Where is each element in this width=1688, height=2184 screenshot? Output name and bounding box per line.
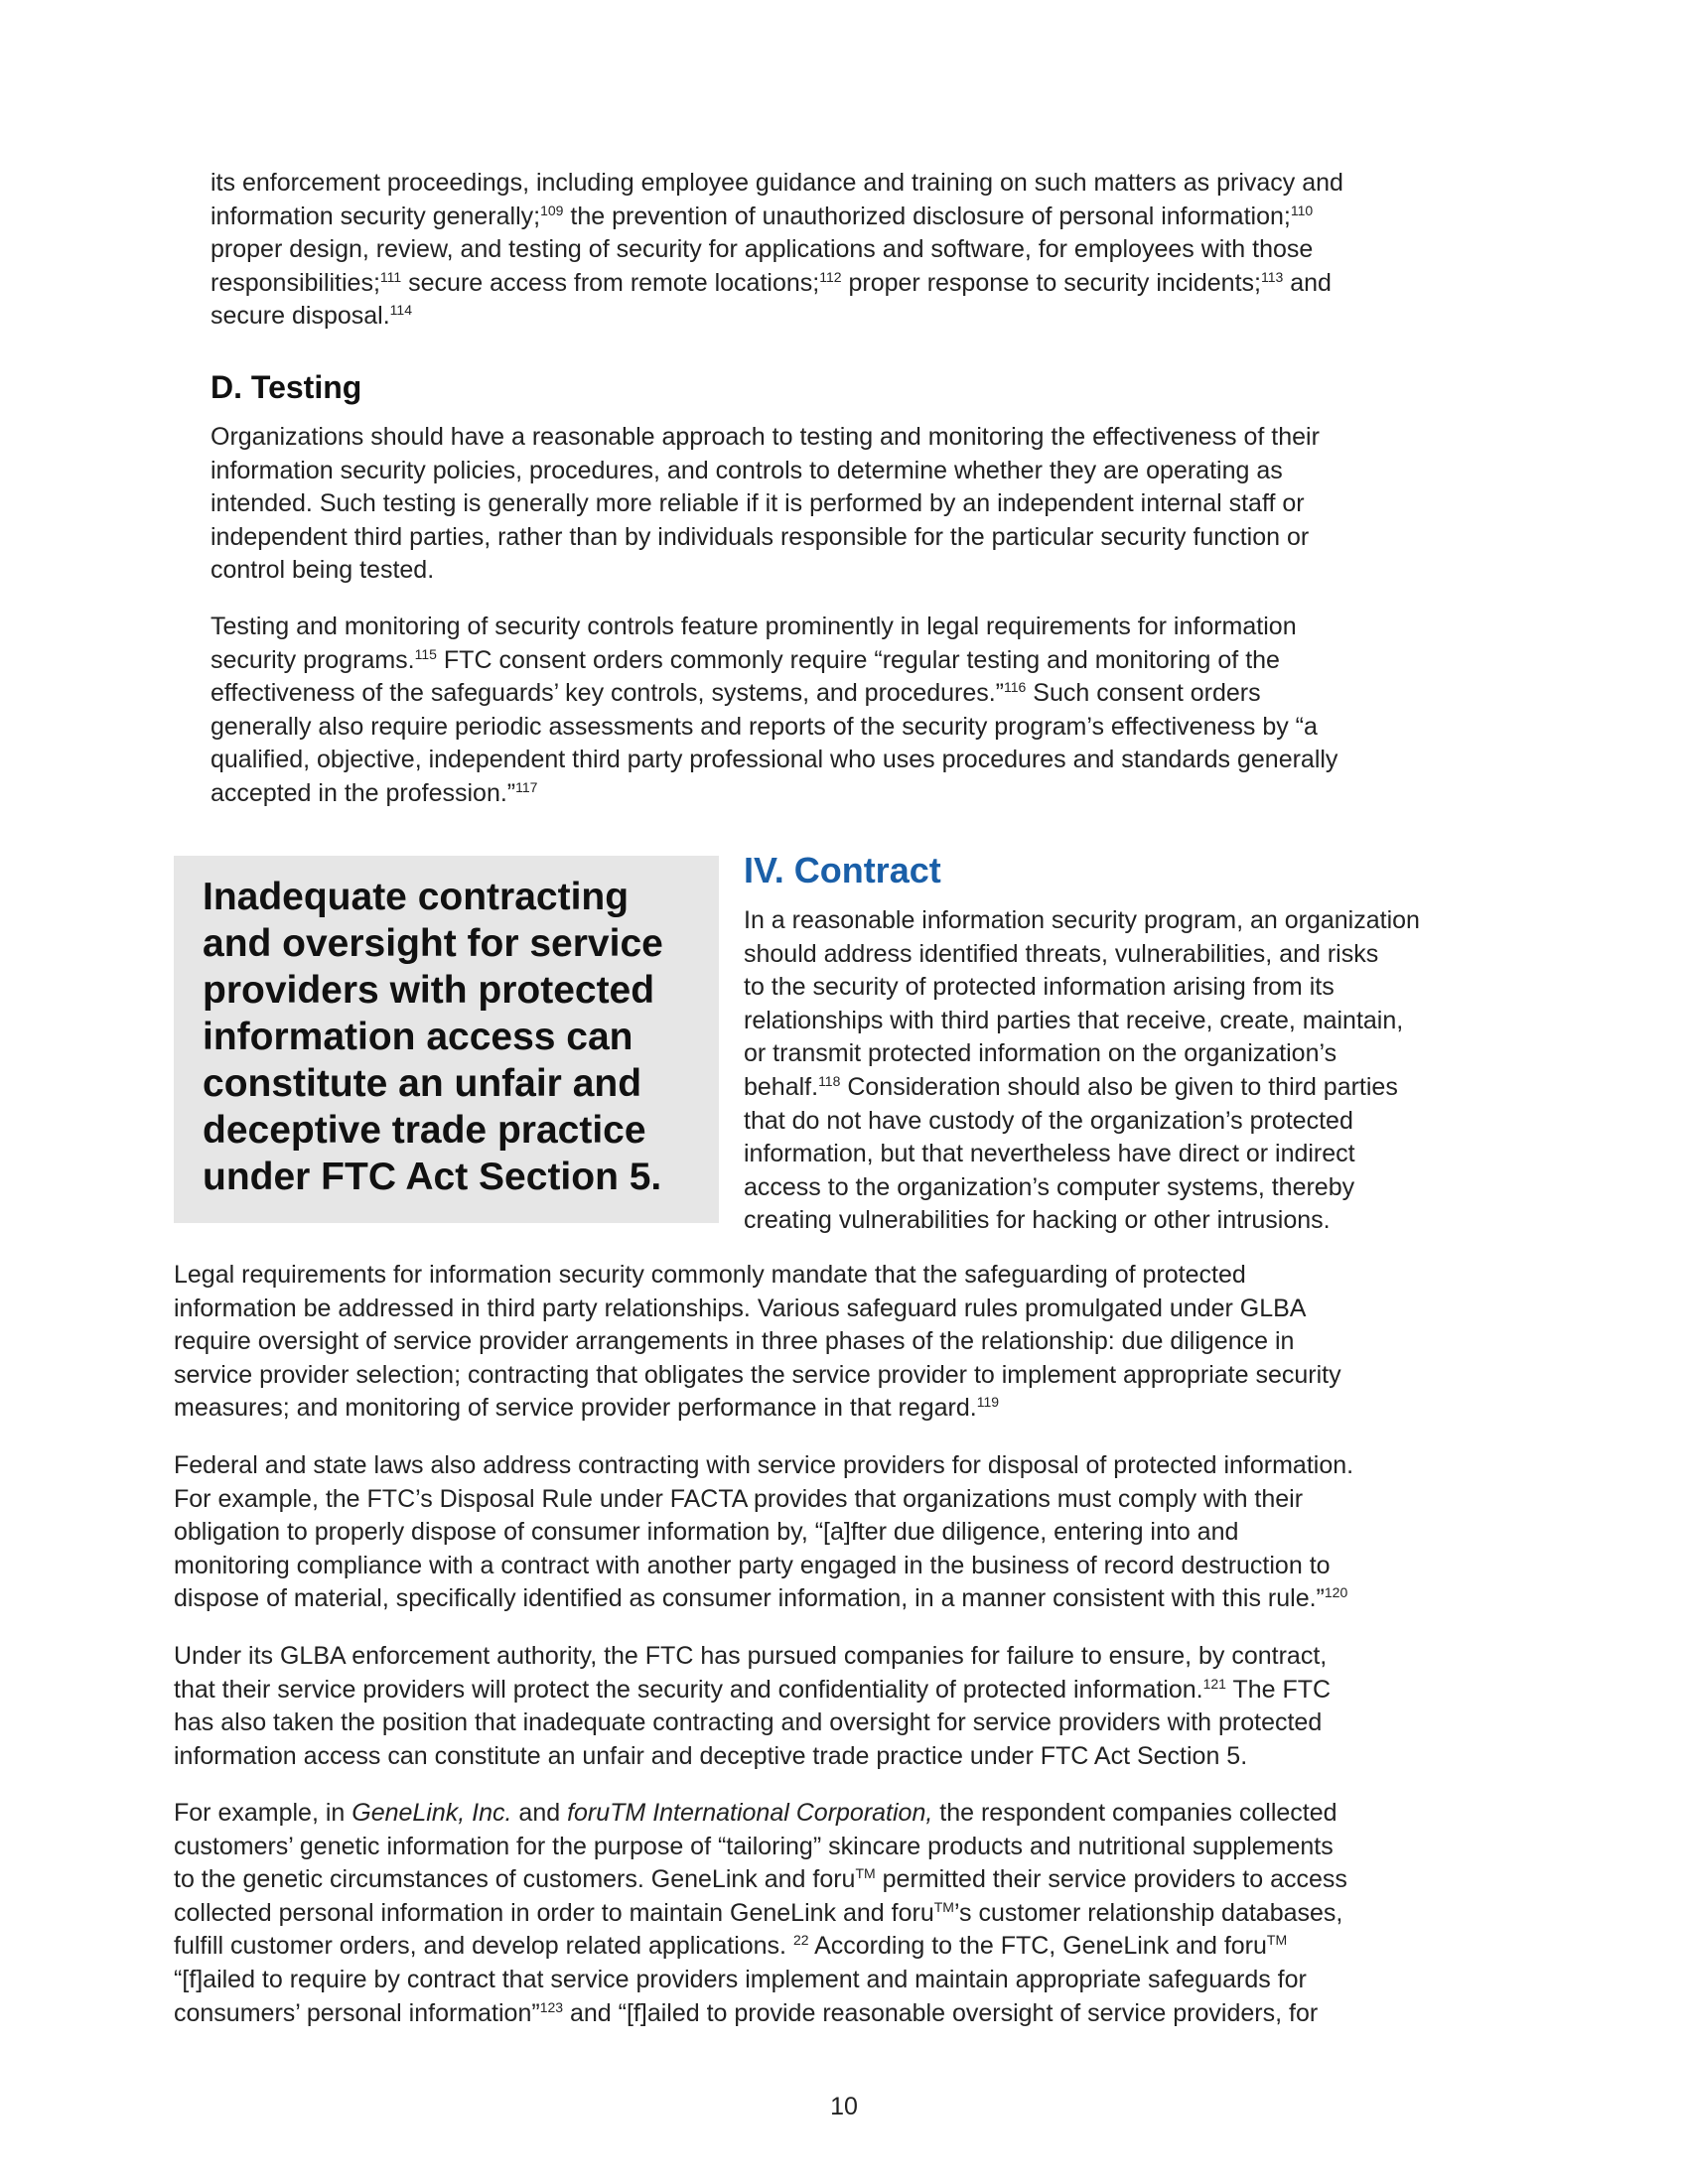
text-line	[744, 1071, 1420, 1105]
text-run: Organizations should have a reasonable approach to testing and monitoring the effectiveness of their	[211, 423, 1320, 451]
text-run: should address identified threats, vulnerabilities, and risks	[744, 939, 1379, 968]
text-run: For example, in	[174, 1799, 352, 1827]
text-line	[174, 1582, 1353, 1616]
text-run: information security policies, procedures, and controls to determine whether they are operating as	[211, 456, 1283, 484]
text-run: and	[1283, 268, 1332, 297]
text-run: According to the FTC, GeneLink and foru	[808, 1932, 1267, 1961]
case-name: GeneLink, Inc.	[352, 1799, 512, 1827]
text-run: measures; and monitoring of service provider performance in that regard.	[174, 1394, 977, 1423]
text-run: the respondent companies collected	[932, 1799, 1337, 1827]
text-run: control being tested.	[211, 556, 435, 585]
text-line	[211, 711, 1337, 745]
text-line	[211, 167, 1343, 201]
text-line	[174, 1516, 1353, 1550]
pull-quote-line: constitute an unfair and	[203, 1062, 642, 1105]
text-run: creating vulnerabilities for hacking or other intrusions.	[744, 1206, 1331, 1235]
text-run: intended. Such testing is generally more reliable if it is performed by an independent internal staff or	[211, 489, 1305, 518]
pull-quote-box	[174, 856, 719, 1223]
text-run: Federal and state laws also address contracting with service providers for disposal of protected information.	[174, 1451, 1354, 1479]
page-number: 10	[830, 2093, 858, 2120]
pull-quote-line: under FTC Act Section 5.	[203, 1156, 662, 1198]
text-run: Testing and monitoring of security controls feature prominently in legal requirements for information	[211, 613, 1297, 640]
text-line	[211, 644, 1337, 678]
text-line	[174, 1863, 1347, 1897]
text-run: effectiveness of the safeguards’ key controls, systems, and procedures.”	[211, 679, 1005, 708]
text-line	[744, 971, 1420, 1005]
text-run: information, but that nevertheless have direct or indirect	[744, 1140, 1355, 1168]
text-line	[174, 1483, 1353, 1517]
text-run: that do not have custody of the organization’s protected	[744, 1106, 1353, 1135]
text-run: Such consent orders	[1026, 679, 1261, 708]
text-run: collected personal information in order to maintain GeneLink and foru	[174, 1898, 934, 1927]
text-line	[744, 1105, 1420, 1139]
text-run: accepted in the profession.”	[211, 778, 516, 807]
text-line	[174, 1797, 1347, 1831]
text-run: security programs.	[211, 645, 415, 674]
text-run: “[f]ailed to require by contract that service providers implement and maintain appropriate safeguards for	[174, 1965, 1307, 1993]
text-line	[174, 1392, 1341, 1426]
text-run: obligation to properly dispose of consumer information by, “[a]fter due diligence, entering into and	[174, 1518, 1239, 1547]
text-run: Consideration should also be given to third parties	[840, 1072, 1398, 1101]
text-run: The FTC	[1225, 1675, 1332, 1704]
text-run: customers’ genetic information for the purpose of “tailoring” skincare products and nutritional supplements	[174, 1832, 1334, 1860]
text-line	[174, 1359, 1341, 1393]
text-run: FTC consent orders commonly require “regular testing and monitoring of the	[436, 645, 1280, 674]
text-run: proper design, review, and testing of security for applications and software, for employees with those	[211, 235, 1314, 264]
text-line	[211, 455, 1320, 488]
text-line	[174, 1325, 1341, 1359]
text-run: to the security of protected information arising from its	[744, 973, 1335, 1002]
text-run: permitted their service providers to access	[875, 1865, 1347, 1894]
text-run: relationships with third parties that receive, create, maintain,	[744, 1006, 1404, 1034]
text-run: secure access from remote locations;	[401, 268, 820, 297]
pull-quote-line: Inadequate contracting	[203, 876, 630, 918]
footnote-ref: 112	[819, 268, 842, 285]
text-run: responsibilities;	[211, 268, 380, 297]
pull-quote-line: and oversight for service	[203, 922, 663, 965]
text-line	[174, 1706, 1331, 1740]
text-run: Under its GLBA enforcement authority, the FTC has pursued companies for failure to ensure, by contract,	[174, 1642, 1328, 1670]
contract-intro-paragraph	[744, 904, 1420, 1238]
footnote-ref: 115	[414, 645, 437, 662]
text-line	[174, 1640, 1331, 1674]
text-line	[744, 1005, 1420, 1038]
text-run: Legal requirements for information security commonly mandate that the safeguarding of protected	[174, 1261, 1246, 1289]
text-run: proper response to security incidents;	[841, 268, 1261, 297]
text-run: service provider selection; contracting that obligates the service provider to implement appropriate security	[174, 1360, 1341, 1389]
text-line	[174, 1293, 1341, 1326]
text-line	[211, 421, 1320, 455]
text-run: and “[f]ailed to provide reasonable oversight of service providers, for	[563, 1998, 1319, 2027]
text-run: qualified, objective, independent third party professional who uses procedures and standards generally	[211, 746, 1338, 774]
testing-paragraph-1	[211, 421, 1320, 588]
footnote-ref: TM	[1266, 1932, 1288, 1949]
footnote-ref: 121	[1202, 1675, 1226, 1692]
text-line	[211, 777, 1337, 811]
text-run: For example, the FTC’s Disposal Rule under FACTA provides that organizations must comply with their	[174, 1484, 1304, 1513]
text-run: independent third parties, rather than by individuals responsible for the particular security function or	[211, 522, 1310, 551]
text-run: consumers’ personal information”	[174, 1998, 540, 2027]
text-line	[174, 1831, 1347, 1864]
pull-quote-line: information access can	[203, 1016, 633, 1058]
text-line	[174, 1740, 1331, 1774]
text-line	[174, 1449, 1353, 1483]
text-run: or transmit protected information on the organization’s	[744, 1039, 1337, 1068]
footnote-ref: TM	[855, 1865, 876, 1882]
text-run: and	[511, 1799, 568, 1827]
text-run: secure disposal.	[211, 302, 390, 331]
footnote-ref: TM	[933, 1898, 954, 1915]
section-heading-testing: D. Testing	[211, 369, 362, 405]
footnote-ref: 114	[389, 302, 412, 319]
pull-quote-text	[203, 874, 663, 1200]
text-run: information security generally;	[211, 202, 541, 230]
text-run: has also taken the position that inadequate contracting and oversight for service providers with protected	[174, 1708, 1323, 1737]
contract-paragraph-2	[174, 1259, 1341, 1426]
text-run: access to the organization’s computer systems, thereby	[744, 1172, 1355, 1201]
text-run: In a reasonable information security program, an organization	[744, 906, 1420, 934]
text-line	[211, 611, 1337, 644]
footnote-ref: 113	[1260, 268, 1284, 285]
text-line	[211, 233, 1343, 267]
text-line	[744, 938, 1420, 972]
text-run: its enforcement proceedings, including employee guidance and training on such matters as privacy and	[211, 169, 1343, 197]
footnote-ref: 22	[792, 1932, 809, 1949]
text-line	[211, 521, 1320, 555]
text-line	[211, 487, 1320, 521]
text-run: fulfill customer orders, and develop related applications.	[174, 1932, 793, 1961]
text-line	[744, 1138, 1420, 1171]
footnote-ref: 123	[539, 1998, 564, 2015]
pull-quote-line: deceptive trade practice	[203, 1109, 646, 1152]
text-line	[211, 300, 1343, 334]
text-line	[211, 554, 1320, 588]
text-line	[211, 677, 1337, 711]
text-line	[174, 1897, 1347, 1931]
footnote-ref: 120	[1324, 1584, 1348, 1601]
text-run: information access can constitute an unfair and deceptive trade practice under FTC Act Section 5.	[174, 1741, 1248, 1770]
footnote-ref: 117	[515, 778, 538, 795]
top-paragraph	[211, 167, 1343, 334]
text-run: require oversight of service provider arrangements in three phases of the relationship: due diligence in	[174, 1327, 1295, 1356]
text-line	[174, 1674, 1331, 1707]
footnote-ref: 111	[379, 268, 402, 285]
contract-paragraph-5	[174, 1797, 1347, 2030]
footnote-ref: 116	[1004, 679, 1027, 696]
text-line	[744, 1037, 1420, 1071]
footnote-ref: 109	[540, 202, 564, 218]
text-line	[174, 1997, 1347, 2031]
text-run: ’s customer relationship databases,	[953, 1898, 1343, 1927]
text-run: information be addressed in third party relationships. Various safeguard rules promulgated under GLBA	[174, 1294, 1307, 1322]
text-run: to the genetic circumstances of customers. GeneLink and foru	[174, 1865, 856, 1894]
case-name: foruTM International Corporation,	[567, 1799, 933, 1827]
contract-paragraph-3	[174, 1449, 1353, 1616]
footnote-ref: 118	[818, 1072, 841, 1089]
text-line	[211, 744, 1337, 777]
text-run: that their service providers will protect the security and confidentiality of protected information.	[174, 1675, 1203, 1704]
text-run: monitoring compliance with a contract with another party engaged in the business of record destruction to	[174, 1551, 1331, 1579]
text-run: the prevention of unauthorized disclosure of personal information;	[563, 202, 1291, 230]
text-line	[174, 1930, 1347, 1964]
text-line	[174, 1964, 1347, 1997]
section-heading-contract: IV. Contract	[744, 850, 941, 890]
pull-quote-line: providers with protected	[203, 969, 655, 1012]
footnote-ref: 110	[1290, 202, 1314, 218]
text-run: generally also require periodic assessments and reports of the security program’s effectiveness by “a	[211, 712, 1318, 741]
text-line	[174, 1550, 1353, 1583]
testing-paragraph-2	[211, 611, 1337, 811]
text-line	[211, 267, 1343, 301]
text-line	[744, 1204, 1420, 1238]
text-line	[744, 904, 1420, 938]
text-line	[174, 1259, 1341, 1293]
footnote-ref: 119	[976, 1394, 1000, 1411]
text-line	[744, 1171, 1420, 1205]
text-run: dispose of material, specifically identified as consumer information, in a manner consistent with this rule.”	[174, 1584, 1325, 1613]
contract-paragraph-4	[174, 1640, 1331, 1773]
text-run: behalf.	[744, 1072, 819, 1101]
text-line	[211, 201, 1343, 234]
